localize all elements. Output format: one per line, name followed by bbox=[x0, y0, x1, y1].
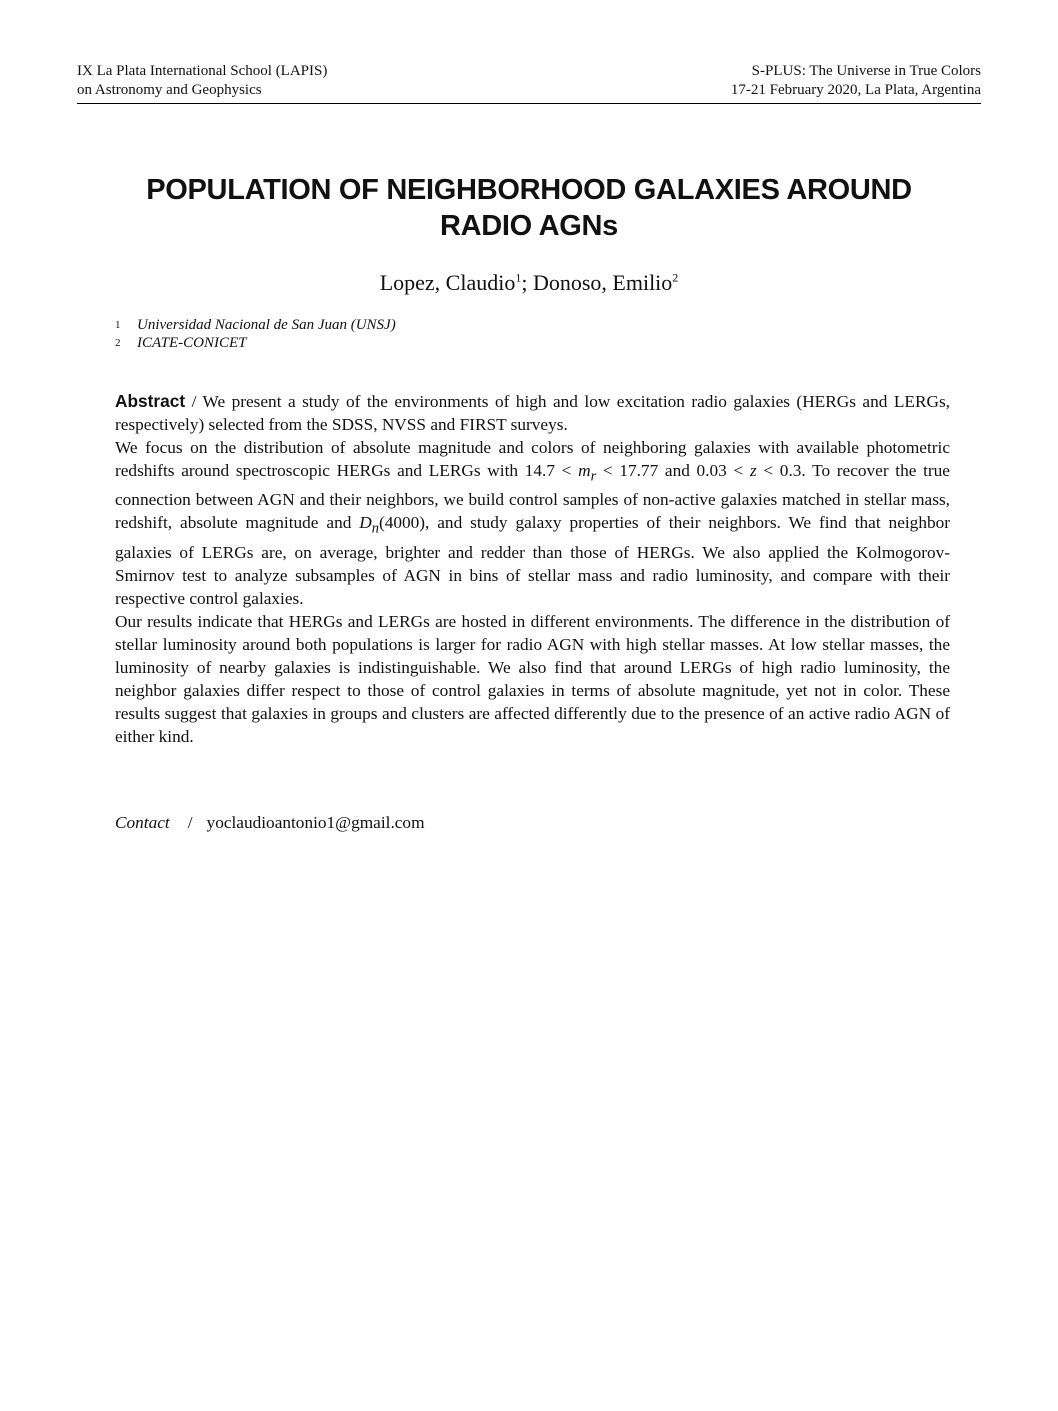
affiliation-item bbox=[115, 334, 396, 352]
affiliation-name: ICATE-CONICET bbox=[137, 335, 247, 351]
header-left bbox=[77, 62, 327, 100]
author-name: Lopez, Claudio bbox=[379, 270, 516, 295]
affiliations bbox=[115, 316, 396, 352]
contact bbox=[115, 813, 425, 833]
affiliation-name: Universidad Nacional de San Juan (UNSJ) bbox=[137, 317, 396, 333]
header-right bbox=[731, 62, 981, 100]
affiliation-number: 1 bbox=[115, 319, 121, 331]
author-affil-mark: 1 bbox=[515, 270, 522, 285]
abstract-slash: / bbox=[185, 392, 203, 411]
abstract-text: (4000), and study galaxy properties of their neighbors. We find that neighbor galaxies of LERGs are, on average, brighter and redder than those of HERGs. We also applied the Kolmogorov-Smirnov test to analyze subsamples of AGN in bins of stellar mass and radio luminosity, and compare with their respective control galaxies. bbox=[115, 513, 950, 608]
math-sub-r: r bbox=[590, 468, 597, 485]
abstract bbox=[115, 390, 950, 748]
abstract-label: Abstract bbox=[115, 391, 186, 411]
conference-name: IX La Plata International School (LAPIS) bbox=[77, 63, 328, 79]
affiliation-number: 2 bbox=[115, 337, 121, 349]
conference-subtitle: on Astronomy and Geophysics bbox=[77, 82, 262, 98]
math-z: z bbox=[749, 461, 757, 480]
abstract-text: We present a study of the environments of high and low excitation radio galaxies (HERGs and LERGs, respectively) selected from the SDSS, NVSS and FIRST surveys. bbox=[115, 392, 950, 434]
math-d: D bbox=[359, 513, 372, 533]
conference-dates: 17-21 February 2020, La Plata, Argentina bbox=[730, 82, 981, 98]
abstract-text: < 17.77 and 0.03 < bbox=[596, 461, 750, 480]
title-line-1: POPULATION OF NEIGHBORHOOD GALAXIES AROUND bbox=[146, 174, 912, 206]
contact-slash: / bbox=[187, 813, 193, 832]
title-line-2: RADIO AGNs bbox=[440, 210, 618, 242]
contact-email[interactable]: yoclaudioantonio1@gmail.com bbox=[206, 813, 425, 832]
author-list bbox=[0, 270, 1058, 296]
author-affil-mark: 2 bbox=[672, 270, 679, 285]
paper-title bbox=[77, 172, 981, 244]
contact-label: Contact bbox=[115, 813, 170, 832]
math-m: m bbox=[578, 461, 591, 480]
proceedings-title: S-PLUS: The Universe in True Colors bbox=[751, 63, 981, 79]
header-rule bbox=[77, 103, 981, 104]
author-separator: ; bbox=[521, 270, 533, 295]
abstract-paragraph-1 bbox=[115, 390, 950, 436]
abstract-text: We focus on the distribution of absolute magnitude and colors of neighboring galaxies with available photometric redshifts around spectroscopic HERGs and LERGs with 14.7 < bbox=[115, 438, 950, 480]
abstract-paragraph-2 bbox=[115, 436, 950, 610]
abstract-paragraph-3: Our results indicate that HERGs and LERGs are hosted in different environments. The difference in the distribution of stellar luminosity around both populations is larger for radio AGN with high stellar masses. At low stellar masses, the luminosity of nearby galaxies is indistinguishable. We also find that around LERGs of high radio luminosity, the neighbor galaxies differ respect to those of control galaxies in terms of absolute magnitude, yet not in color. These results suggest that galaxies in groups and clusters are affected differently due to the presence of an active radio AGN of either kind. bbox=[115, 611, 950, 746]
affiliation-item bbox=[115, 316, 396, 334]
author-name: Donoso, Emilio bbox=[532, 270, 673, 295]
math-sub-n: n bbox=[371, 520, 379, 537]
abstract-text: < 0.3. To recover the true connection between AGN and their neighbors, we build control samples of non-active galaxies matched in stellar mass, redshift, absolute magnitude and bbox=[115, 461, 950, 533]
